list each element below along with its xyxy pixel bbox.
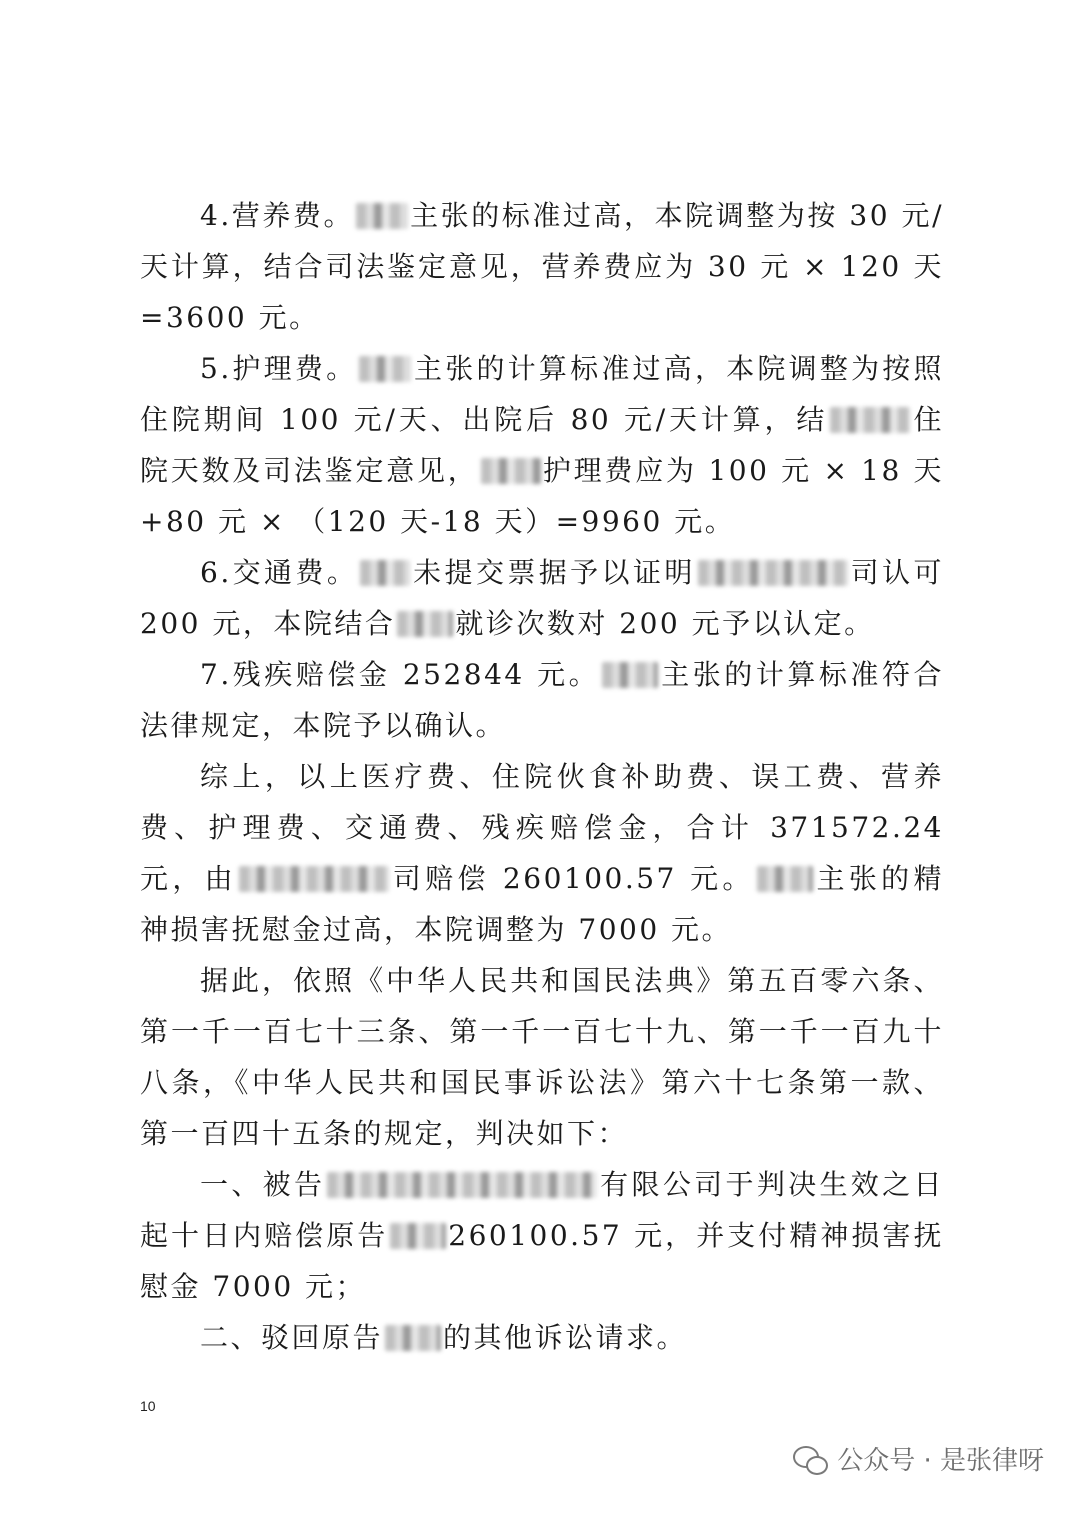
paragraph-text: 主张的计算标准符合法律规定，本院予以确认。 [140, 658, 944, 742]
watermark-text: 公众号 · 是张律呀 [837, 1446, 1044, 1476]
paragraph-text: 主张的标准过高，本院调整为按 30 元/天计算，结合司法鉴定意见，营养费应为 30 元 × 120 天=3600 元。 [140, 199, 944, 334]
paragraph-text: 司赔偿 260100.57 元。 [390, 862, 755, 895]
paragraph-text: 7.残疾赔偿金 252844 元。 [200, 658, 601, 691]
paragraph-text: 的其他诉讼请求。 [443, 1321, 688, 1354]
redacted-name-blur [360, 560, 410, 586]
redacted-name-blur [356, 203, 408, 229]
paragraph-text: 未提交票据予以证明 [412, 556, 696, 589]
paragraph [140, 751, 944, 955]
paragraph [140, 1312, 944, 1363]
paragraph-text: 有限公司于判决生效之日起十日内赔偿原告 [140, 1168, 944, 1252]
redacted-name-blur [602, 662, 658, 688]
paragraph-text: 主张的精神损害抚慰金过高，本院调整为 7000 元。 [140, 862, 944, 946]
page-number: 10 [140, 1398, 156, 1414]
redacted-name-blur [481, 458, 541, 484]
paragraph-text: 住院天数及司法鉴定意见， [140, 403, 944, 487]
redacted-name-blur [698, 560, 848, 586]
paragraph-text: 6.交通费。 [200, 556, 359, 589]
paragraph-text: 4.营养费。 [200, 199, 355, 232]
paragraph-text: 主张的计算标准过高，本院调整为按照住院期间 100 元/天、出院后 80 元/天计算，结 [140, 352, 944, 436]
paragraph [140, 649, 944, 751]
redacted-name-blur [390, 1223, 446, 1249]
redacted-name-blur [397, 611, 453, 637]
paragraph-text: 一、被告 [200, 1168, 326, 1201]
paragraph-text: 综上，以上医疗费、住院伙食补助费、误工费、营养费、护理费、交通费、残疾赔偿金，合计 371572.24 元，由 [140, 760, 944, 895]
redacted-name-blur [359, 356, 411, 382]
paragraph-text: 据此，依照《中华人民共和国民法典》第五百零六条、第一千一百七十三条、第一千一百七十九、第一千一百九十八条，《中华人民共和国民事诉讼法》第六十七条第一款、第一百四十五条的规定，判决如下： [140, 964, 944, 1150]
redacted-name-blur [327, 1172, 597, 1198]
redacted-name-blur [385, 1325, 441, 1351]
paragraph-text: 护理费应为 100 元 × 18 天+80 元 × （120 天-18 天）=9960 元。 [140, 454, 944, 538]
judgment-body-text [140, 190, 944, 1363]
redacted-name-blur [239, 866, 389, 892]
paragraph-text: 司认可 200 元，本院结合 [140, 556, 944, 640]
redacted-name-blur [830, 407, 910, 433]
wechat-icon [793, 1444, 827, 1474]
paragraph-text: 5.护理费。 [200, 352, 358, 385]
paragraph [140, 343, 944, 547]
paragraph [140, 547, 944, 649]
paragraph-text: 260100.57 元，并支付精神损害抚慰金 7000 元； [140, 1219, 944, 1303]
paragraph [140, 1159, 944, 1312]
redacted-name-blur [757, 866, 813, 892]
paragraph [140, 955, 944, 1159]
paragraph-text: 就诊次数对 200 元予以认定。 [455, 607, 875, 640]
watermark [793, 1440, 1044, 1477]
paragraph [140, 190, 944, 343]
paragraph-text: 二、驳回原告 [200, 1321, 384, 1354]
